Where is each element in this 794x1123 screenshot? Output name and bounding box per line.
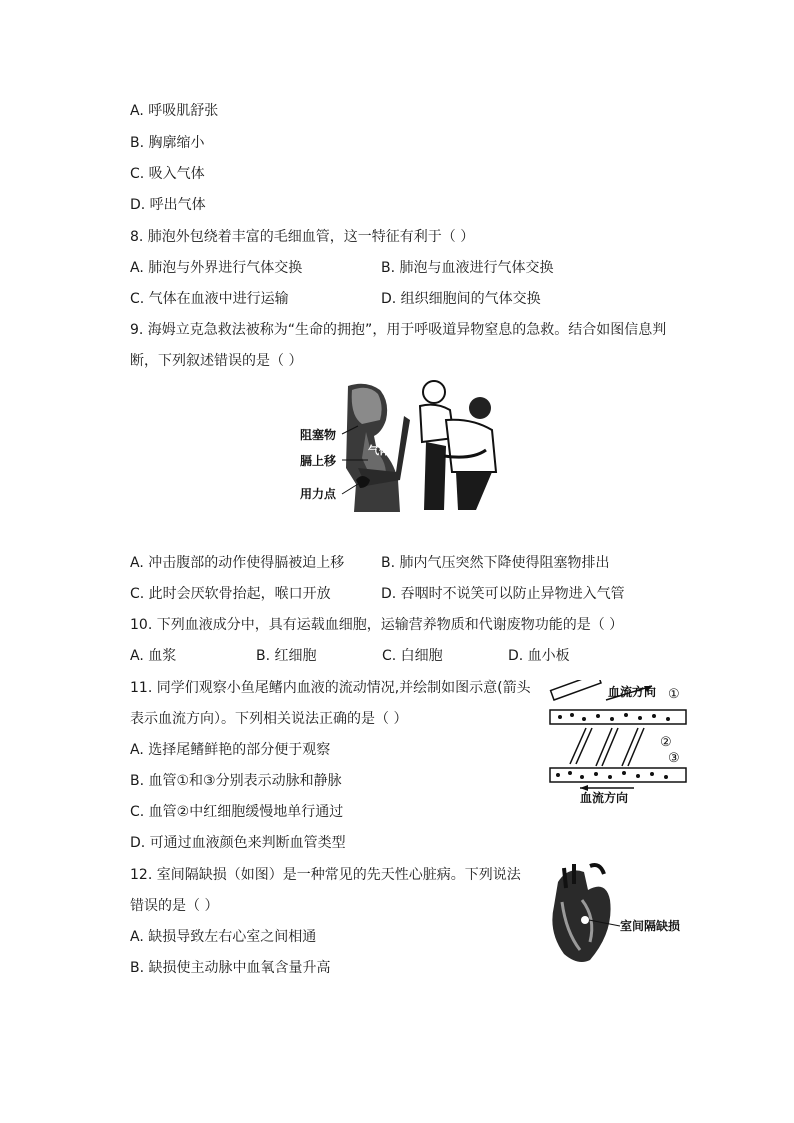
label-force-point: 用力点 bbox=[300, 487, 337, 501]
heart-figure bbox=[544, 862, 696, 970]
q10-option-c: C. 白细胞 bbox=[382, 648, 443, 664]
victim-torso bbox=[446, 420, 496, 472]
victim-legs bbox=[456, 472, 492, 510]
q8-stem: 8. 肺泡外包绕着丰富的毛细血管，这一特征有利于（ ） bbox=[130, 229, 475, 245]
q8-option-b: B. 肺泡与血液进行气体交换 bbox=[381, 260, 554, 276]
q7-option-c: C. 吸入气体 bbox=[130, 166, 205, 182]
q9-option-c: C. 此时会厌软骨抬起，喉口开放 bbox=[130, 586, 331, 602]
q11-option-c: C. 血管②中红细胞缓慢地单行通过 bbox=[130, 804, 344, 820]
q11-option-a: A. 选择尾鳍鲜艳的部分便于观察 bbox=[130, 742, 331, 758]
q9-stem-line2: 断，下列叙述错误的是（ ） bbox=[130, 353, 303, 369]
fish-tail-vessel-figure bbox=[546, 680, 696, 806]
label-diaphragm-up: 膈上移 bbox=[300, 454, 337, 468]
label-flow-direction-bottom: 血流方向 bbox=[580, 791, 629, 805]
q10-option-b: B. 红细胞 bbox=[256, 648, 317, 664]
q11-stem-line1: 11. 同学们观察小鱼尾鳍内血液的流动情况,并绘制如图示意(箭头 bbox=[130, 680, 531, 696]
label-flow-direction-top: 血流方向 bbox=[608, 685, 657, 699]
rescuer-head bbox=[423, 381, 445, 403]
label-gas: 气体 bbox=[368, 444, 390, 457]
q9-option-a: A. 冲击腹部的动作使得膈被迫上移 bbox=[130, 555, 345, 571]
vessel-upper-branch bbox=[551, 680, 601, 700]
victim-head bbox=[469, 397, 491, 419]
vessel-1 bbox=[550, 710, 686, 724]
vessel-3-cells bbox=[556, 771, 668, 779]
q11-stem-line2: 表示血流方向）。下列相关说法正确的是（ ） bbox=[130, 711, 408, 727]
label-vessel-2: ② bbox=[660, 735, 672, 750]
label-septal-defect: 室间隔缺损 bbox=[620, 919, 681, 933]
q8-option-d: D. 组织细胞间的气体交换 bbox=[381, 291, 541, 307]
vessel-3 bbox=[550, 768, 686, 782]
label-blockage: 阻塞物 bbox=[300, 428, 337, 442]
heimlich-figure bbox=[296, 376, 506, 512]
q9-option-b: B. 肺内气压突然下降使得阻塞物排出 bbox=[381, 555, 610, 571]
septal-defect bbox=[581, 916, 589, 924]
q8-option-c: C. 气体在血液中进行运输 bbox=[130, 291, 289, 307]
q7-option-a: A. 呼吸肌舒张 bbox=[130, 103, 219, 119]
q12-stem-line1: 12. 室间隔缺损（如图）是一种常见的先天性心脏病。下列说法 bbox=[130, 867, 521, 883]
rescuer-legs bbox=[424, 442, 446, 510]
heart-outline bbox=[552, 870, 610, 962]
q10-option-a: A. 血浆 bbox=[130, 648, 177, 664]
q7-option-d: D. 呼出气体 bbox=[130, 197, 206, 213]
q11-option-d: D. 可通过血液颜色来判断血管类型 bbox=[130, 835, 346, 851]
q12-stem-line2: 错误的是（ ） bbox=[130, 898, 219, 914]
label-vessel-1: ① bbox=[668, 687, 680, 702]
q12-option-b: B. 缺损使主动脉中血氧含量升高 bbox=[130, 960, 331, 976]
q9-stem-line1: 9. 海姆立克急救法被称为“生命的拥抱”，用于呼吸道异物窒息的急救。结合如图信息判 bbox=[130, 322, 667, 338]
q9-option-d: D. 吞咽时不说笑可以防止异物进入气管 bbox=[381, 586, 625, 602]
vessel-1-cells bbox=[558, 713, 670, 721]
q10-option-d: D. 血小板 bbox=[508, 648, 570, 664]
q7-option-b: B. 胸廓缩小 bbox=[130, 135, 205, 151]
q10-stem: 10. 下列血液成分中，具有运载血细胞，运输营养物质和代谢废物功能的是（ ） bbox=[130, 617, 624, 633]
q12-option-a: A. 缺损导致左右心室之间相通 bbox=[130, 929, 317, 945]
vessel-2-capillaries bbox=[570, 728, 644, 766]
q11-option-b: B. 血管①和③分别表示动脉和静脉 bbox=[130, 773, 342, 789]
q8-option-a: A. 肺泡与外界进行气体交换 bbox=[130, 260, 303, 276]
label-vessel-3: ③ bbox=[668, 751, 680, 766]
